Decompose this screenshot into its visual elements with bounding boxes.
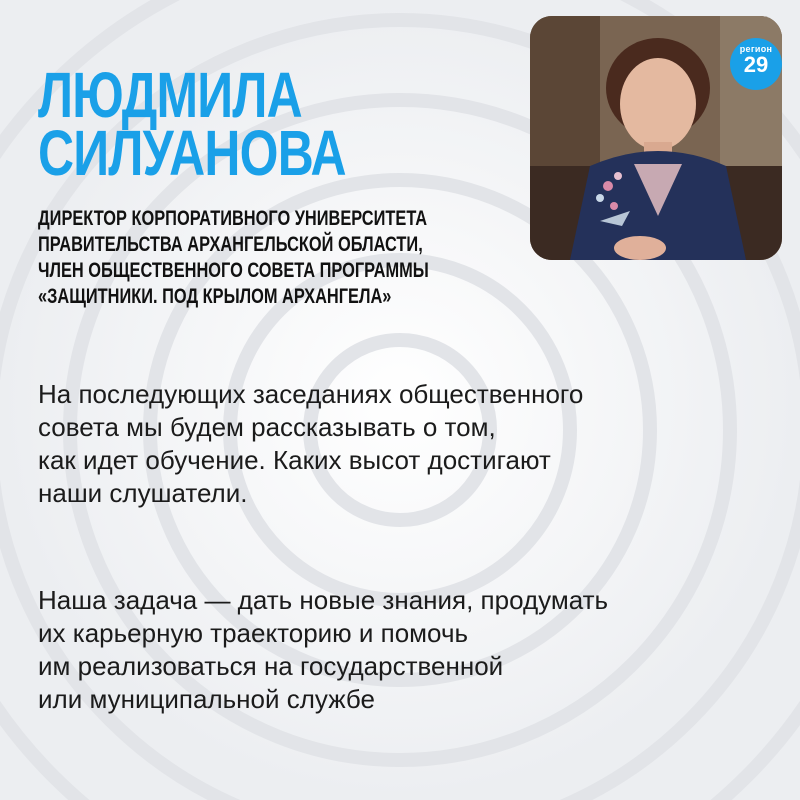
position-line: ДИРЕКТОР КОРПОРАТИВНОГО УНИВЕРСИТЕТА — [38, 207, 428, 230]
logo-word: регион — [739, 44, 773, 54]
quote-paragraph-1 — [38, 378, 778, 510]
quote-line: На последующих заседаниях общественного — [38, 379, 584, 409]
quote-line: им реализоваться на государственной — [38, 651, 504, 681]
position-line: ЧЛЕН ОБЩЕСТВЕННОГО СОВЕТА ПРОГРАММЫ — [38, 259, 429, 282]
quote-paragraph-2 — [38, 584, 778, 716]
person-name — [38, 59, 346, 189]
name-line-1: ЛЮДМИЛА — [38, 59, 302, 131]
quote-line: Наша задача — дать новые знания, продумать — [38, 585, 609, 615]
quote-line: как идет обучение. Каких высот достигают — [38, 445, 551, 475]
position-line: ПРАВИТЕЛЬСТВА АРХАНГЕЛЬСКОЙ ОБЛАСТИ, — [38, 233, 423, 256]
position-line: «ЗАЩИТНИКИ. ПОД КРЫЛОМ АРХАНГЕЛА» — [38, 285, 392, 308]
quote-line: их карьерную траекторию и помочь — [38, 618, 469, 648]
quote-line: или муниципальной службе — [38, 684, 375, 714]
quote-line: совета мы будем рассказывать о том, — [38, 412, 496, 442]
region29-logo — [730, 38, 782, 90]
quote-line: наши слушатели. — [38, 478, 248, 508]
logo-number: 29 — [743, 52, 769, 77]
person-position — [38, 206, 522, 310]
name-line-2: СИЛУАНОВА — [38, 117, 346, 189]
